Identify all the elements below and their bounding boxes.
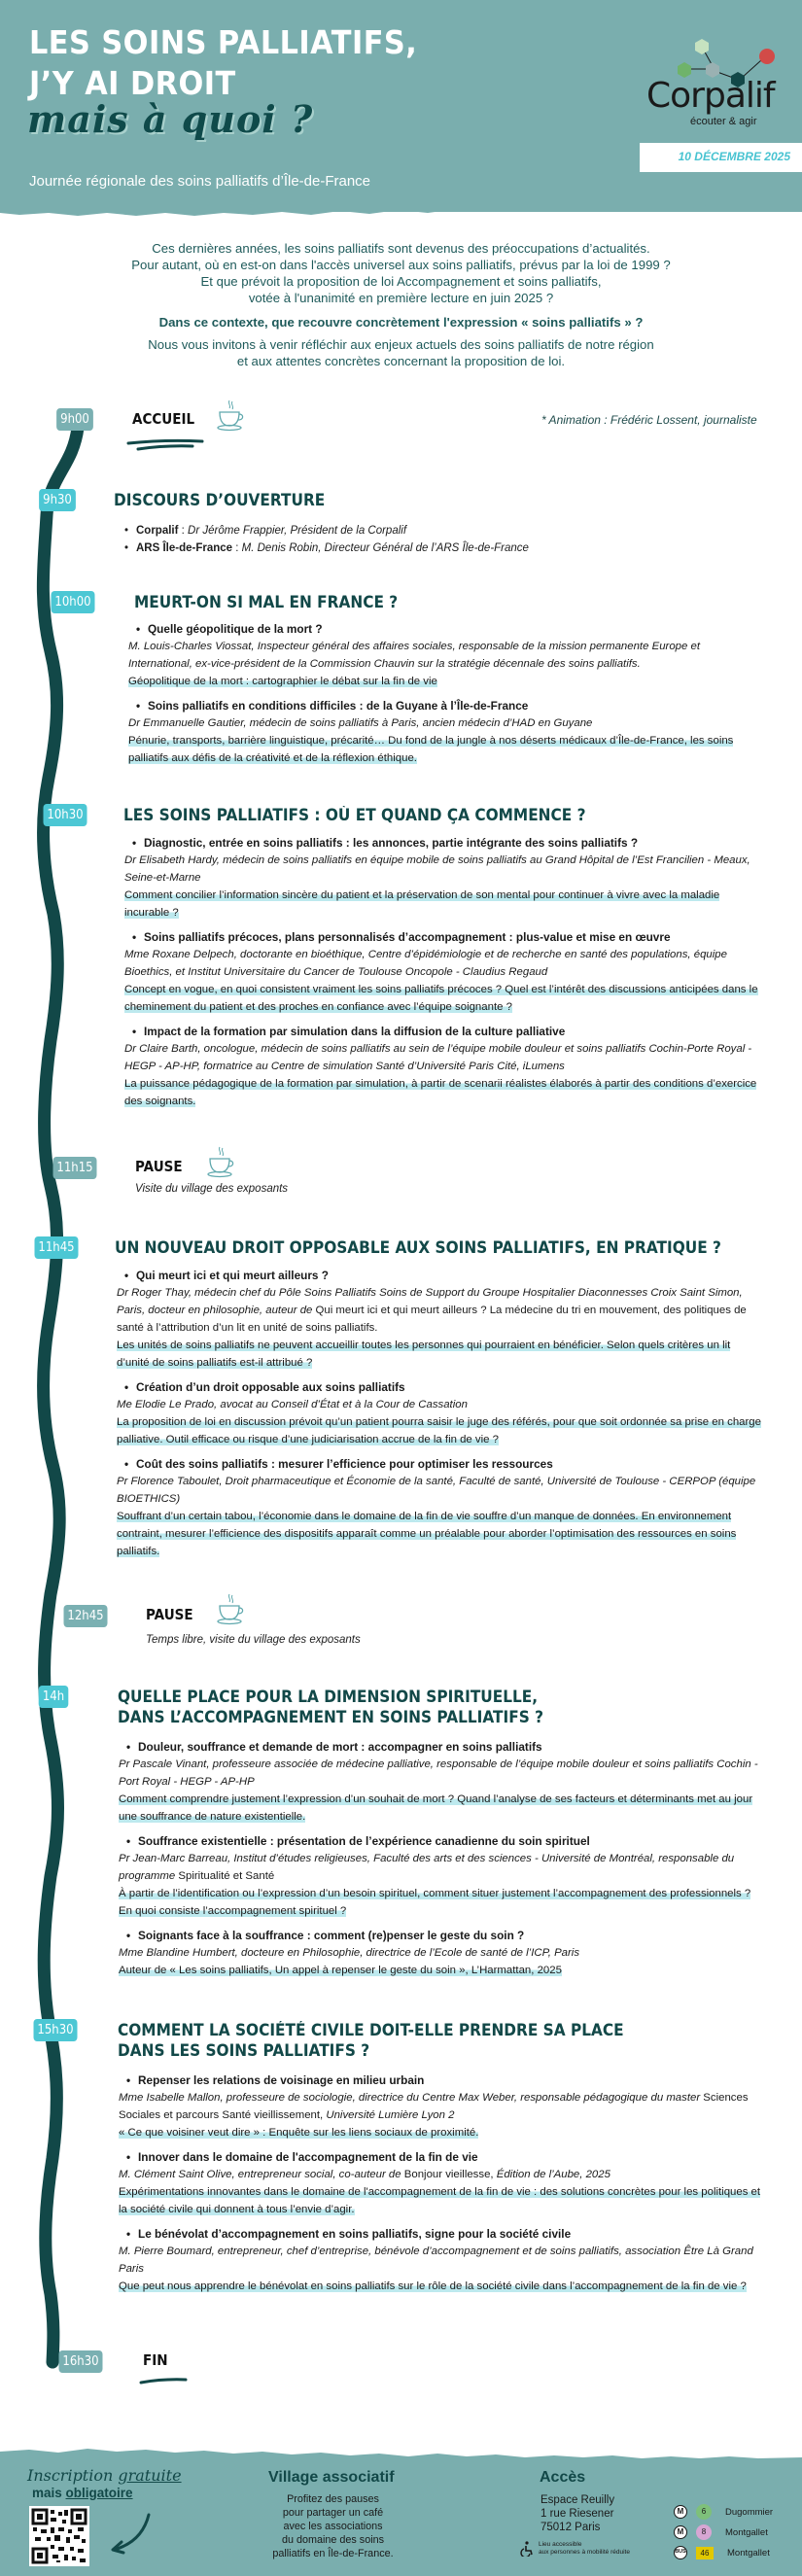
address-line: Espace Reuilly [540,2494,615,2506]
talk-speaker: Me Elodie Le Prado, avocat au Conseil d’État et à la Cour de Cassation [117,1399,468,1410]
time-badge: 10h30 [44,804,87,826]
header-torn-edge [0,194,802,218]
village-line: avec les associations [283,2521,383,2532]
address-line: 1 rue Riesener [540,2508,614,2520]
intro-text [58,240,744,369]
registration-but: mais [32,2486,66,2500]
village-line: pour partager un café [282,2507,384,2519]
speaker-name: M. Denis Robin, Directeur Général de l’ARS Île-de-France [241,542,529,554]
address-line: 75012 Paris [540,2522,601,2533]
talk-description: La puissance pédagogique de la formation par simulation, à partir de scenarii réalistes élaborés à partir des conditions d’exercice des soignants. [124,1078,757,1107]
talk-speaker-book: Qui meurt ici et qui meurt ailleurs ? La médecine du tri en mouvement, des politiques de santé à l’attribution d’un lit en unité de soins palliatifs. [117,1305,747,1334]
accueil-title: ACCUEIL [132,410,195,428]
village-line: Profitez des pauses [287,2493,379,2505]
coffee-cup-icon [216,399,245,432]
transit-row [674,2545,770,2560]
wheelchair-icon [520,2541,534,2557]
talk-description: « Ce que voisiner veut dire » : Enquête sur les liens sociaux de proximité. [119,2127,479,2139]
village-description [262,2492,403,2560]
access-title: Accès [540,2469,586,2486]
section-title: MEURT-ON SI MAL EN FRANCE ? [134,593,399,611]
talk-speaker [119,1850,765,1885]
talk-description: À partir de l’identification ou l’expression d’un besoin spirituel, comment situer justement l’accompagnement des professionnels ? En quoi consiste l’accompagnement spirituel ? [119,1888,751,1917]
section-title-line2: DANS L’ACCOMPAGNEMENT EN SOINS PALLIATIFS ? [118,1708,544,1726]
talk-speaker-program: Sciences Sociales et parcours Santé vieillissement, [119,2092,749,2121]
transit-line-badge: 6 [696,2504,712,2520]
subtitle: Journée régionale des soins palliatifs d’Île-de-France [29,173,371,190]
brush-underline-icon [139,2378,188,2385]
curved-arrow-icon [102,2511,156,2555]
brush-underline-icon [126,437,204,453]
speaker-org: Corpalif [136,525,179,537]
talk-item [119,1927,765,1979]
section-title-line1: QUELLE PLACE POUR LA DIMENSION SPIRITUELLE, [118,1688,539,1706]
talk-title: • Quelle géopolitique de la mort ? [136,620,765,638]
talk-item [119,1738,765,1826]
main-title-script: mais à quoi ? [27,97,314,141]
session-block [124,834,761,1117]
session-block [119,2071,765,2302]
talk-speaker: M. Louis-Charles Viossat, Inspecteur général des affaires sociales, responsable de la mission permanente Europe et International, ex-vice-président de la Commission Chauvin sur la stratégie décennale des soins palliatifs. [128,641,700,670]
opening-speaker: • ARS Île-de-France : M. Denis Robin, Directeur Général de l’ARS Île-de-France [124,540,529,557]
talk-item [124,1023,761,1110]
talk-item [124,834,761,922]
time-badge: 15h30 [34,2019,78,2041]
talk-speaker [119,2166,765,2183]
talk-item [124,928,761,1016]
village-title: Village associatif [268,2469,395,2486]
talk-speaker-name: Dr Roger Thay, médecin chef du Pôle Soins Palliatifs Soins de Support du Groupe Hospitalier Diaconnesses Croix Saint Simon, Paris, docteur en philosophie, auteur de [117,1287,743,1316]
talk-title: • Création d’un droit opposable aux soins palliatifs [124,1378,763,1396]
talk-description: Les unités de soins palliatifs ne peuvent accueillir toutes les personnes qui pourraient en bénéficier. Selon quels critères un lit d’unité de soins palliatifs est-il attribué ? [117,1340,731,1369]
section-title-line1: COMMENT LA SOCIÉTÉ CIVILE DOIT-ELLE PRENDRE SA PLACE [118,2021,624,2039]
pause-title: PAUSE [146,1606,193,1623]
time-badge: 14h [39,1686,69,1708]
coffee-cup-icon [206,1145,235,1178]
intro-line: votée à l'unanimité en première lecture en juin 2025 ? [248,291,554,305]
talk-description: Auteur de « Les soins palliatifs, Un appel à repenser le geste du soin », L’Harmattan, 2025 [119,1965,562,1976]
talk-description: Que peut nous apprendre le bénévolat en soins palliatifs sur le rôle de la société civile dans l’accompagnement de la fin de vie ? [119,2280,747,2292]
talk-title: • Innover dans le domaine de l'accompagnement de la fin de vie [126,2148,765,2166]
talk-description: Comment comprendre justement l’expression d’un souhait de mort ? Quand l’analyse de ses facteurs et déterminants met au jour une souffrance de nature existentielle. [119,1793,753,1823]
section-title: UN NOUVEAU DROIT OPPOSABLE AUX SOINS PALLIATIFS, EN PRATIQUE ? [115,1238,721,1257]
talk-speaker [117,1284,763,1337]
talk-speaker: Dr Claire Barth, oncologue, médecin de soins palliatifs au sein de l’équipe mobile douleur et soins palliatifs Cochin-Porte Royal - HEGP - AP-HP, formatrice au Centre de simulation Santé d’Université Paris Cité, iLumens [124,1043,752,1072]
metro-icon: M [674,2525,687,2539]
talk-description: Expérimentations innovantes dans le domaine de l'accompagnement de la fin de vie : des solutions concrètes pour les politiques et la société civile qui donnent à tous l’envie d’agir. [119,2186,761,2215]
section-title: DISCOURS D’OUVERTURE [114,491,326,509]
speaker-name: Dr Jérôme Frappier, Président de la Corpalif [188,525,407,537]
pause-note: Temps libre, visite du village des exposants [146,1634,361,1646]
transit-stop: Dugommier [725,2506,774,2518]
bus-icon: BUS [674,2546,687,2559]
talk-title: • Coût des soins palliatifs : mesurer l’efficience pour optimiser les ressources [124,1455,763,1473]
talk-speaker-name: Mme Isabelle Mallon, professeure de sociologie, directrice du Centre Max Weber, responsable pédagogique du master [119,2092,701,2104]
talk-description: Géopolitique de la mort : cartographier le débat sur la fin de vie [128,676,437,687]
pause-title: PAUSE [135,1158,183,1175]
talk-speaker: Dr Elisabeth Hardy, médecin de soins palliatifs en équipe mobile de soins palliatifs au Grand Hôpital de l’Est Francilien - Meaux, Seine-et-Marne [124,854,750,884]
talk-title: • Diagnostic, entrée en soins palliatifs : les annonces, partie intégrante des soins palliatifs ? [132,834,761,852]
timeline-path [0,408,126,2372]
event-date: 10 DÉCEMBRE 2025 [678,150,790,163]
section-title: LES SOINS PALLIATIFS : OÙ ET QUAND ÇA COMMENCE ? [123,806,586,824]
talk-title: • Impact de la formation par simulation dans la diffusion de la culture palliative [132,1023,761,1040]
talk-item [117,1378,763,1448]
talk-item [128,620,765,690]
opening-speaker: • Corpalif : Dr Jérôme Frappier, Président de la Corpalif [124,522,529,540]
time-badge: 9h00 [56,408,93,431]
transit-stop: Montgallet [725,2526,768,2538]
section-title-line2: DANS LES SOINS PALLIATIFS ? [118,2041,370,2060]
talk-title: • Repenser les relations de voisinage en milieu urbain [126,2071,765,2089]
talk-speaker: Mme Roxane Delpech, doctorante en bioéthique, Centre d’épidémiologie et de recherche en santé des populations, équipe Bioethics, et Institut Universitaire du Cancer de Toulouse Oncopole - Claudius Regaud [124,949,727,978]
event-date-box [640,143,802,172]
coffee-cup-icon [216,1592,245,1625]
registration-subheading [32,2486,133,2500]
accessibility-note [520,2541,630,2557]
registration-qr-code[interactable] [29,2506,89,2566]
talk-title: • Soins palliatifs précoces, plans personnalisés d’accompagnement : plus-value et mise en œuvre [132,928,761,946]
transit-line-badge: 8 [696,2524,712,2540]
transit-stop: Montgallet [727,2547,770,2559]
talk-item [119,2148,765,2218]
talk-item [119,1832,765,1920]
animation-credit: * Animation : Frédéric Lossent, journaliste [541,413,757,427]
talk-description: La proposition de loi en discussion prévoit qu’un patient pourra saisir le juge des référés, pour que soit ordonnée sa prise en charge palliative. Outil efficace ou risque d’une judiciarisation accrue de la fin de vie ? [117,1416,761,1445]
session-block [119,1738,765,1986]
talk-speaker: M. Pierre Boumard, entrepreneur, chef d’entreprise, bénévole d’accompagnement et de soins palliatifs, association Être Là Grand Paris [119,2245,753,2275]
speaker-org: ARS Île-de-France [136,542,233,554]
registration-mandatory: obligatoire [65,2486,133,2500]
session-block [117,1267,763,1567]
village-line: palliatifs en Île-de-France. [272,2548,394,2559]
registration-heading [27,2466,182,2485]
talk-title: • Soignants face à la souffrance : comment (re)penser le geste du soin ? [126,1927,765,1944]
time-badge: 11h15 [53,1157,97,1179]
intro-line: Ces dernières années, les soins palliatifs sont devenus des préoccupations d’actualités. [152,241,650,256]
session-block [128,620,765,774]
village-line: du domaine des soins [281,2534,385,2546]
talk-item [128,697,765,767]
talk-item [119,2071,765,2141]
intro-invitation: Nous vous invitons à venir réfléchir aux enjeux actuels des soins palliatifs de notre région [148,337,654,352]
talk-speaker-publisher: Édition de l’Aube, 2025 [496,2169,610,2180]
talk-item [117,1455,763,1560]
talk-speaker: Dr Emmanuelle Gautier, médecin de soins palliatifs à Paris, ancien médecin d’HAD en Guyane [128,717,593,729]
transit-line-badge: 46 [696,2547,714,2559]
talk-speaker: Mme Blandine Humbert, docteure en Philosophie, directrice de l’Ecole de santé de l’ICP, Paris [119,1947,580,1959]
intro-line: Et que prévoit la proposition de loi Accompagnement et soins palliatifs, [200,274,602,289]
time-badge: 16h30 [59,2350,103,2373]
main-title-line1: LES SOINS PALLIATIFS, [29,23,418,61]
time-badge: 11h45 [35,1236,79,1259]
talk-item [117,1267,763,1372]
talk-speaker-name: M. Clément Saint Olive, entrepreneur social, co-auteur de [119,2169,401,2180]
accessibility-line: Lieu accessible [539,2541,582,2548]
talk-description: Concept en vogue, en quoi consistent vraiment les soins palliatifs précoces ? Quel est l’intérêt des discussions anticipées dans le cheminement du patient et des proches en confiance avec l’équipe soignante ? [124,984,758,1013]
talk-item [119,2225,765,2295]
intro-question: Dans ce contexte, que recouvre concrètement l'expression « soins palliatifs » ? [158,315,644,330]
talk-speaker: Pr Florence Taboulet, Droit pharmaceutique et Économie de la santé, Faculté de santé, Université de Toulouse - CERPOP (équipe BIOETHICS) [117,1476,756,1505]
talk-description: Comment concilier l’information sincère du patient et la préservation de son mental pour continuer à vivre avec la maladie incurable ? [124,889,720,919]
registration-word: Inscription [27,2466,119,2485]
main-title-line2: J’Y AI DROIT [29,64,236,102]
talk-title: • Le bénévolat d’accompagnement en soins palliatifs, signe pour la société civile [126,2225,765,2243]
talk-description: Souffrant d’un certain tabou, l’économie dans le domaine de la fin de vie souffre d’un manque de données. En environnement contraint, mesurer l’efficience des dispositifs apparaît comme un préalable pour aborder l’optimisation des ressources en soins palliatifs. [117,1511,737,1557]
talk-speaker: Pr Pascale Vinant, professeure associée de médecine palliative, responsable de l’équipe mobile douleur et soins palliatifs Cochin - Port Royal - HEGP - AP-HP [119,1758,758,1788]
logo-tagline: écouter & agir [690,116,757,127]
talk-title: • Douleur, souffrance et demande de mort : accompagner en soins palliatifs [126,1738,765,1756]
accessibility-line: aux personnes à mobilité réduite [539,2549,630,2556]
time-badge: 9h30 [39,489,76,511]
talk-speaker-program: Spiritualité et Santé [175,1870,275,1882]
venue-address [540,2493,614,2534]
talk-title: • Qui meurt ici et qui meurt ailleurs ? [124,1267,763,1284]
talk-speaker-name: Pr Jean-Marc Barreau, Institut d’études religieuses, Faculté des arts et des sciences - Université de Montréal, responsable du programme [119,1853,735,1882]
time-badge: 10h00 [52,591,95,613]
talk-speaker-book: Bonjour vieillesse, [401,2169,497,2180]
registration-free: gratuite [118,2466,182,2485]
intro-invitation: et aux attentes concrètes concernant la proposition de loi. [236,354,566,368]
time-badge: 12h45 [64,1605,108,1627]
talk-speaker [119,2089,765,2124]
talk-title: • Souffrance existentielle : présentation de l’expérience canadienne du soin spirituel [126,1832,765,1850]
logo-wordmark: Corpalif [646,76,775,116]
pause-note: Visite du village des exposants [135,1183,289,1195]
end-title: FIN [143,2351,168,2369]
transit-row [674,2504,773,2520]
metro-icon: M [674,2505,687,2519]
opening-speakers [124,522,529,557]
talk-speaker-institution: Université Lumière Lyon 2 [326,2109,455,2121]
talk-description: Pénurie, transports, barrière linguistique, précarité… Du fond de la jungle à nos déserts médicaux d’Île-de-France, les soins palliatifs aux défis de la créativité et de la réflexion éthique. [128,735,734,764]
transit-row [674,2524,768,2540]
talk-title: • Soins palliatifs en conditions difficiles : de la Guyane à l’Île-de-France [136,697,765,714]
intro-line: Pour autant, où en est-on dans l'accès universel aux soins palliatifs, prévus par la loi de 1999 ? [131,258,671,272]
